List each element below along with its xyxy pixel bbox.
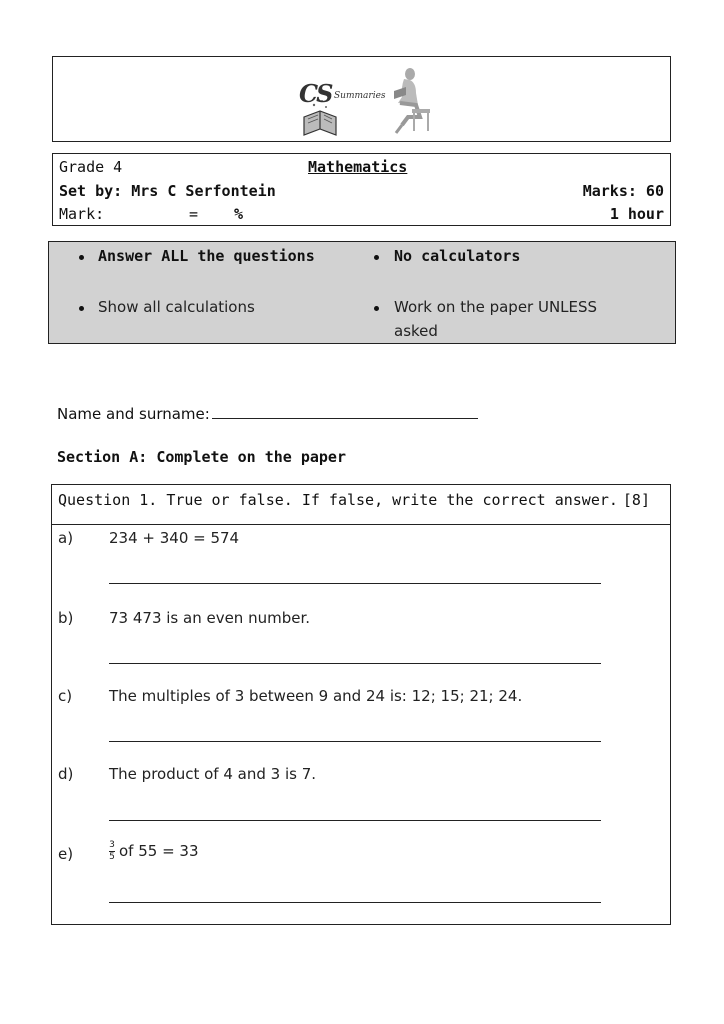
name-surname-blank[interactable] <box>212 404 478 419</box>
set-by-label: Set by: Mrs C Serfontein <box>59 182 276 200</box>
answer-line-b[interactable] <box>109 663 601 664</box>
bullet-icon <box>374 306 379 311</box>
item-label: c) <box>58 687 73 705</box>
grade-label: Grade 4 <box>59 158 123 176</box>
fraction-three-fifths <box>109 841 115 862</box>
item-text-fraction <box>109 841 199 862</box>
item-text: The product of 4 and 3 is 7. <box>109 765 317 783</box>
answer-line-c[interactable] <box>109 741 601 742</box>
question-1-marks: [8] <box>622 491 650 509</box>
mark-label: Mark: <box>59 205 105 223</box>
item-text: 73 473 is an even number. <box>109 609 311 627</box>
bullet-icon <box>79 306 84 311</box>
mark-equals: = <box>189 205 199 223</box>
instruction-work-on-paper-cont: asked <box>394 322 438 340</box>
question-1-title: Question 1. True or false. If false, write the correct answer. <box>58 491 618 509</box>
bullet-icon <box>79 255 84 260</box>
item-text: The multiples of 3 between 9 and 24 is: 12; 15; 21; 24. <box>109 687 523 705</box>
instruction-answer-all: Answer ALL the questions <box>98 247 315 265</box>
item-label: b) <box>58 609 74 627</box>
instruction-show-calculations: Show all calculations <box>98 298 255 316</box>
item-label: a) <box>58 529 74 547</box>
name-surname-label: Name and surname: <box>57 405 210 423</box>
answer-line-e[interactable] <box>109 902 601 903</box>
item-text: 234 + 340 = 574 <box>109 529 240 547</box>
section-a-title: Section A: Complete on the paper <box>57 448 346 466</box>
item-label: e) <box>58 845 74 863</box>
subject-title: Mathematics <box>308 158 408 176</box>
logo-main-text: CS <box>299 79 332 108</box>
name-surname-field <box>57 404 478 423</box>
answer-line-d[interactable] <box>109 820 601 821</box>
item-label: d) <box>58 765 74 783</box>
item-text: of 55 = 33 <box>119 842 199 860</box>
answer-line-a[interactable] <box>109 583 601 584</box>
instructions-box <box>48 241 676 344</box>
instruction-work-on-paper: Work on the paper UNLESS <box>394 298 598 316</box>
question-1-box <box>51 484 671 925</box>
instruction-no-calculators: No calculators <box>394 247 521 265</box>
fraction-numerator: 3 <box>109 840 115 850</box>
bullet-icon <box>374 255 379 260</box>
marks-total: Marks: 60 <box>582 182 664 200</box>
exam-info-box <box>52 153 671 226</box>
logo-header <box>52 56 671 142</box>
duration-label: 1 hour <box>609 205 664 223</box>
logo-sub-text: Summaries <box>334 91 386 101</box>
fraction-denominator: 5 <box>109 852 115 862</box>
cs-summaries-logo <box>298 65 438 137</box>
mark-percent: % <box>234 205 244 223</box>
question-1-header <box>52 485 670 525</box>
